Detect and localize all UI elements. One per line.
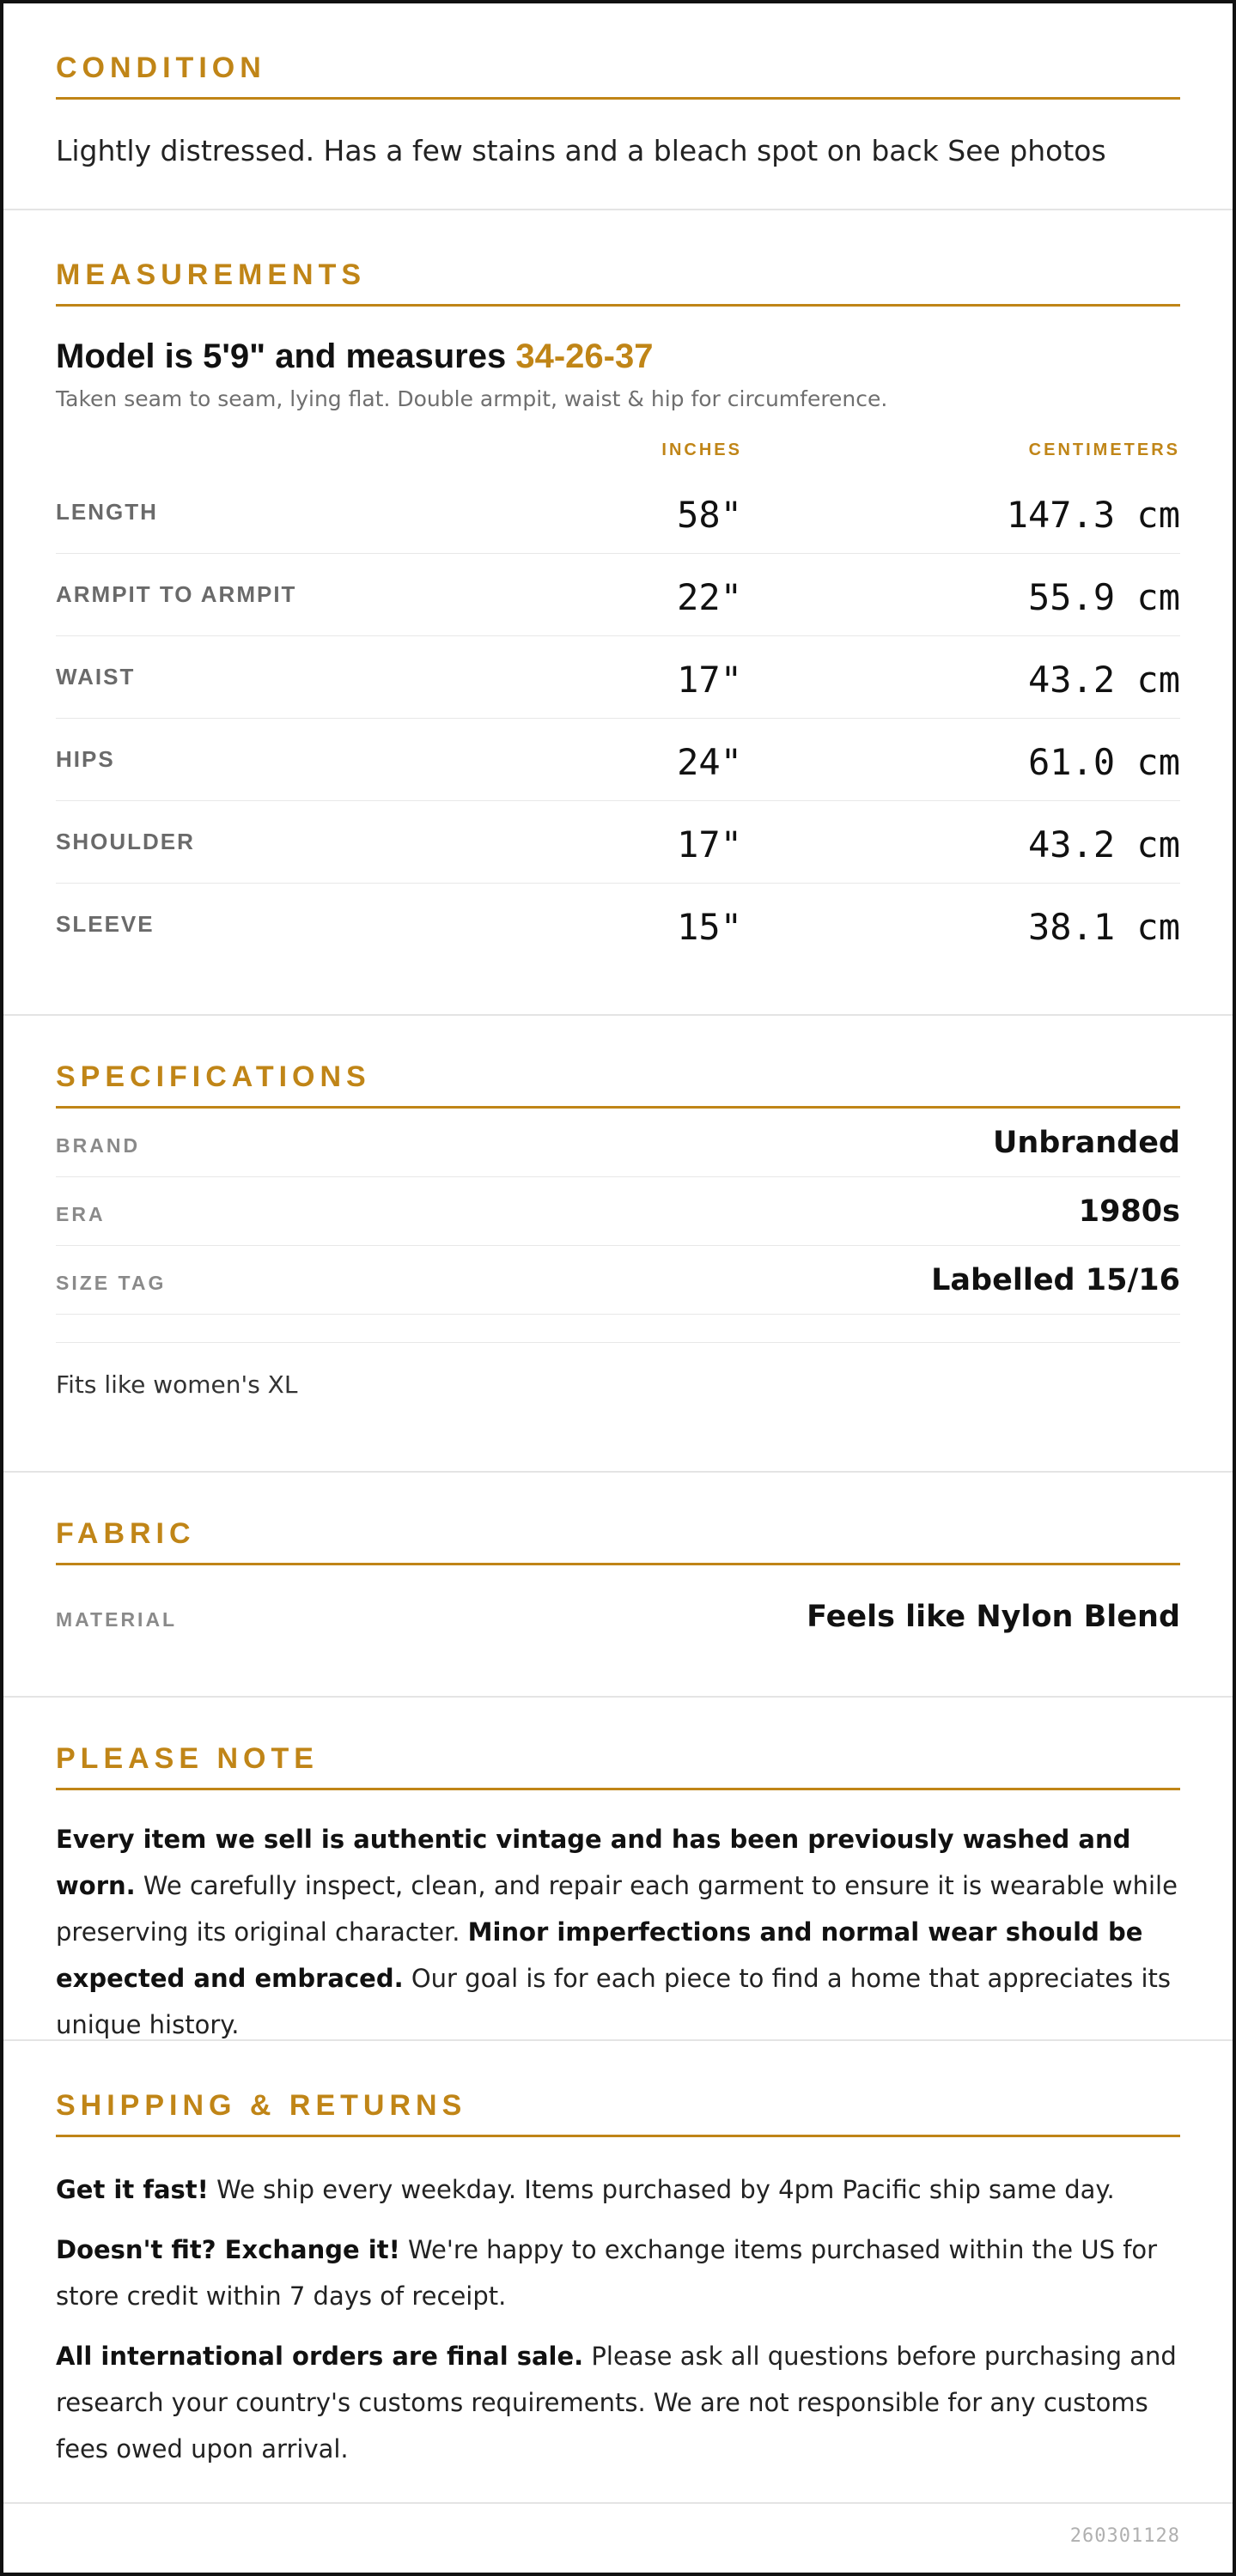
measurements-section [3,210,1233,1016]
international-text: Please ask all questions before purchasing and research your country's customs requirements. We are not responsible for any customs fees owed upon arrival. [56,2342,1177,2464]
fabric-label: MATERIAL [56,1608,178,1631]
spec-label: BRAND [56,1134,141,1157]
please-note-text [56,1816,1180,2048]
shipping-fast-text: We ship every weekday. Items purchased by 4pm Pacific ship same day. [208,2175,1115,2204]
shipping-fast-bold: Get it fast! [56,2175,209,2204]
measurement-label: SHOULDER [56,829,195,854]
condition-heading: CONDITION [56,52,1180,100]
centimeters-column-header: CENTIMETERS [1028,440,1180,459]
measurement-label: HIPS [56,746,115,772]
fabric-heading: FABRIC [56,1517,1180,1565]
measurement-cm: 147.3 cm [1006,494,1180,536]
model-prefix: Model is 5'9" and measures [56,337,516,375]
measurement-label: SLEEVE [56,911,155,937]
spec-row-era [56,1177,1180,1246]
note-bold-2: Minor imperfections and normal wear should be expected and embraced. [56,1917,1143,1993]
measurement-cm: 61.0 cm [1027,741,1180,783]
spec-value: Labelled 15/16 [931,1263,1180,1297]
measurement-row-waist [56,636,1180,719]
measurement-row-length [56,471,1180,554]
international-bold: All international orders are final sale. [56,2342,584,2371]
measurement-inches: 24" [677,741,742,783]
measurement-label: LENGTH [56,499,158,525]
condition-section [3,3,1233,210]
note-text-1: We carefully inspect, clean, and repair each garment to ensure it is wearable while preserving its original character. [56,1871,1178,1947]
measurement-label: WAIST [56,664,136,690]
shipping-returns-section [3,2041,1233,2504]
fabric-value: Feels like Nylon Blend [807,1600,1180,1634]
measurement-inches: 17" [677,823,742,866]
measurement-cm: 43.2 cm [1027,659,1180,701]
measurement-inches: 15" [677,906,742,948]
fabric-section [3,1473,1233,1698]
model-measures-value: 34-26-37 [515,337,654,375]
measurement-column-headers [56,428,1180,471]
spec-value: 1980s [1078,1194,1180,1229]
model-measures-line [56,337,1180,376]
measurement-cm: 43.2 cm [1027,823,1180,866]
measurement-row-hips [56,719,1180,801]
international-paragraph [56,2333,1180,2472]
note-bold-1: Every item we sell is authentic vintage and has been previously washed and worn. [56,1825,1131,1900]
measurement-cm: 38.1 cm [1027,906,1180,948]
shipping-heading: SHIPPING & RETURNS [56,2089,1180,2137]
measurement-inches: 58" [677,494,742,536]
spec-row-brand [56,1109,1180,1177]
condition-text: Lightly distressed. Has a few stains and a bleach spot on back See photos [56,134,1106,167]
spec-label: ERA [56,1203,106,1225]
fit-note-block [56,1342,1180,1399]
measurement-method-note: Taken seam to seam, lying flat. Double armpit, waist & hip for circumference. [56,386,888,411]
spec-value: Unbranded [992,1126,1180,1160]
measurements-heading: MEASUREMENTS [56,258,1180,307]
exchange-bold: Doesn't fit? Exchange it! [56,2235,400,2264]
specifications-heading: SPECIFICATIONS [56,1060,1180,1109]
please-note-section [3,1698,1233,2041]
exchange-paragraph [56,2227,1180,2319]
specifications-section [3,1016,1233,1473]
measurement-inches: 17" [677,659,742,701]
spec-row-size-tag [56,1246,1180,1315]
product-code: 260301128 [1069,2525,1180,2547]
fabric-row-material [56,1583,1180,1651]
exchange-text: We're happy to exchange items purchased within the US for store credit within 7 days of receipt. [56,2235,1158,2311]
measurement-row-sleeve [56,884,1180,966]
measurement-row-shoulder [56,801,1180,884]
measurement-inches: 22" [677,576,742,618]
fit-note: Fits like women's XL [56,1370,298,1399]
measurement-table [56,471,1180,966]
please-note-heading: PLEASE NOTE [56,1742,1180,1790]
inches-column-header: INCHES [661,440,742,459]
measurement-label: ARMPIT TO ARMPIT [56,581,297,607]
measurement-cm: 55.9 cm [1027,576,1180,618]
spec-label: SIZE TAG [56,1272,167,1294]
shipping-fast-paragraph [56,2166,1180,2213]
measurement-row-armpit [56,554,1180,636]
note-text-2: Our goal is for each piece to find a home that appreciates its unique history. [56,1964,1172,2039]
